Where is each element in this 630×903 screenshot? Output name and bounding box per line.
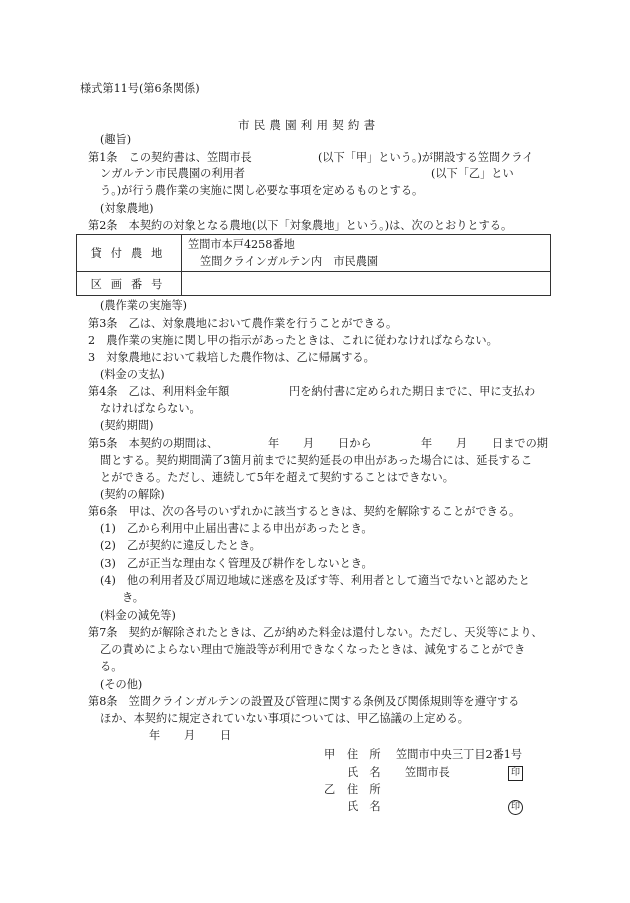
article-3-line: 第3条 乙は、対象農地において農作業を行うことができる。 xyxy=(88,317,398,330)
article-1-line: (以下「乙」とい xyxy=(431,167,514,180)
article-6-line: 第6条 甲は、次の各号のいずれかに該当するときは、契約を解除することができる。 xyxy=(88,505,521,518)
plot-number-cell xyxy=(182,272,551,296)
article-4-line: 円を納付書に定められた期日までに、甲に支払わ xyxy=(289,385,536,398)
date-month: 月 xyxy=(184,729,196,742)
article-4-line: 第4条 乙は、利用料金年額 xyxy=(88,385,230,398)
article-6-item: (3) 乙が正当な理由なく管理及び耕作をしないとき。 xyxy=(100,557,373,570)
date-year: 年 xyxy=(149,729,161,742)
address-label: 住 所 xyxy=(347,748,381,761)
article-8-line: ほか、本契約に規定されていない事項については、甲乙協議の上定める。 xyxy=(100,712,469,725)
article-6-heading: (契約の解除) xyxy=(100,488,165,501)
article-5-line: 年 xyxy=(268,437,280,450)
party-a-address: 笠間市中央三丁目2番1号 xyxy=(396,748,523,761)
address-label: 住 所 xyxy=(347,783,381,796)
article-5-line: 日から xyxy=(338,437,372,450)
name-label: 氏 名 xyxy=(347,766,381,779)
article-5-line: 年 xyxy=(421,437,433,450)
land-address-line-1: 笠間市本戸4258番地 xyxy=(188,238,295,251)
article-3-line: 2 農作業の実施に関し甲の指示があったときは、これに従わなければならない。 xyxy=(88,334,498,347)
party-b-label: 乙 xyxy=(324,783,336,796)
article-5-line: 月 xyxy=(456,437,468,450)
article-7-line: 乙の責めによらない理由で施設等が利用できなくなったときは、減免することができ xyxy=(100,643,526,656)
article-1-heading: (趣旨) xyxy=(100,133,132,146)
article-2-line: 第2条 本契約の対象となる農地(以下「対象農地」という。)は、次のとおりとする。 xyxy=(88,219,513,232)
article-5-line: 間とする。契約期間満了3箇月前までに契約延長の申出があった場合には、延長するこ xyxy=(100,454,533,467)
article-1-line: う。)が行う農作業の実施に関し必要な事項を定めるものとする。 xyxy=(100,184,424,197)
seal-round-icon: 印 xyxy=(508,800,523,815)
land-address-line-2: 笠間クラインガルテン内 市民農園 xyxy=(200,255,379,268)
article-5-heading: (契約期間) xyxy=(100,419,154,432)
form-number: 様式第11号(第6条関係) xyxy=(80,82,200,95)
seal-a-wrap xyxy=(508,765,523,781)
article-1-line: 第1条 この契約書は、笠間市長 xyxy=(88,151,252,164)
article-3-heading: (農作業の実施等) xyxy=(100,299,188,312)
article-8-heading: (その他) xyxy=(100,678,143,691)
article-4-heading: (料金の支払) xyxy=(100,368,165,381)
article-8-line: 第8条 笠間クラインガルテンの設置及び管理に関する条例及び関係規則等を遵守する xyxy=(88,695,520,708)
date-day: 日 xyxy=(220,729,232,742)
name-label: 氏 名 xyxy=(347,800,381,813)
article-6-item-continuation: き。 xyxy=(122,591,144,604)
article-6-item: (2) 乙が契約に違反したとき。 xyxy=(100,539,261,552)
article-7-line: る。 xyxy=(100,660,123,673)
article-5-line: とができる。ただし、連続して5年を超えて契約することはできない。 xyxy=(100,471,454,484)
plot-label: 区画番号 xyxy=(77,272,182,296)
seal-b-wrap xyxy=(508,799,523,815)
article-4-line: なければならない。 xyxy=(100,402,201,415)
article-2-heading: (対象農地) xyxy=(100,202,154,215)
article-1-line: (以下「甲」という。)が開設する笠間クライ xyxy=(318,151,534,164)
article-3-line: 3 対象農地において栽培した農作物は、乙に帰属する。 xyxy=(88,351,375,364)
article-7-line: 第7条 契約が解除されたときは、乙が納めた料金は還付しない。ただし、天災等により、 xyxy=(88,626,543,639)
party-a-name: 笠間市長 xyxy=(405,766,450,779)
article-6-item: (4) 他の利用者及び周辺地域に迷惑を及ぼす等、利用者として適当でないと認めたと xyxy=(100,574,530,587)
article-5-line: 第5条 本契約の期間は、 xyxy=(88,437,219,450)
land-label: 貸付農地 xyxy=(77,235,182,272)
article-6-item: (1) 乙から利用中止届出書による申出があったとき。 xyxy=(100,522,373,535)
document-title: 市民農園利用契約書 xyxy=(238,118,380,132)
seal-square-icon: 印 xyxy=(508,766,523,781)
land-address-cell xyxy=(182,235,551,272)
farm-table xyxy=(76,234,551,296)
party-a-label: 甲 xyxy=(324,748,336,761)
article-5-line: 日までの期 xyxy=(492,437,548,450)
article-1-line: ンガルテン市民農園の利用者 xyxy=(100,167,245,180)
article-7-heading: (料金の減免等) xyxy=(100,609,176,622)
article-5-line: 月 xyxy=(303,437,315,450)
